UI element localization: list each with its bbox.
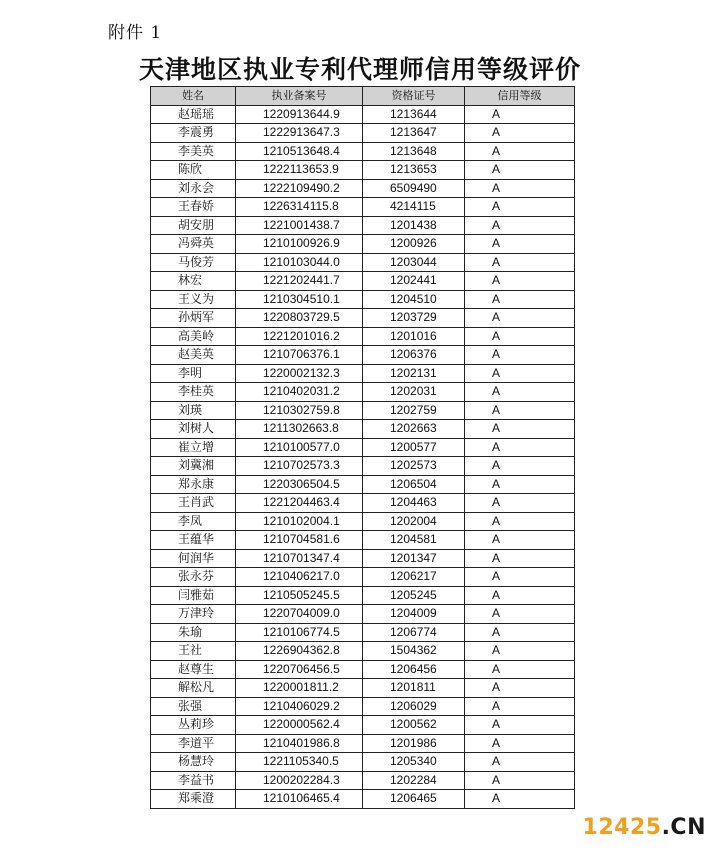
cell-certificate-number: 1206029 <box>363 697 465 716</box>
cell-name: 王社 <box>151 642 236 661</box>
table-row <box>151 198 575 217</box>
cell-name: 杨慧玲 <box>151 753 236 772</box>
cell-name: 李益书 <box>151 771 236 790</box>
cell-record-number: 1210406029.2 <box>236 697 363 716</box>
table-row <box>151 438 575 457</box>
cell-record-number: 1210706376.1 <box>236 346 363 365</box>
cell-name: 胡安朋 <box>151 216 236 235</box>
cell-record-number: 1210100926.9 <box>236 235 363 254</box>
watermark-domain: .CN <box>661 815 706 840</box>
cell-credit-level: A <box>465 290 575 309</box>
table-row <box>151 401 575 420</box>
annex-label: 附件 1 <box>108 23 163 43</box>
watermark-number: 12425 <box>582 815 662 840</box>
cell-record-number: 1220706456.5 <box>236 660 363 679</box>
cell-record-number: 1220306504.5 <box>236 475 363 494</box>
cell-record-number: 1210302759.8 <box>236 401 363 420</box>
cell-record-number: 1210106465.4 <box>236 790 363 809</box>
cell-name: 王蕴华 <box>151 531 236 550</box>
cell-name: 王春娇 <box>151 198 236 217</box>
cell-certificate-number: 1202663 <box>363 420 465 439</box>
cell-certificate-number: 1202004 <box>363 512 465 531</box>
cell-credit-level: A <box>465 568 575 587</box>
cell-credit-level: A <box>465 475 575 494</box>
cell-name: 张强 <box>151 697 236 716</box>
cell-record-number: 1221105340.5 <box>236 753 363 772</box>
cell-name: 赵美英 <box>151 346 236 365</box>
table-row <box>151 586 575 605</box>
site-watermark <box>583 815 706 840</box>
table-row <box>151 383 575 402</box>
cell-name: 郑乘澄 <box>151 790 236 809</box>
cell-credit-level: A <box>465 364 575 383</box>
cell-name: 马俊芳 <box>151 253 236 272</box>
cell-certificate-number: 4214115 <box>363 198 465 217</box>
cell-credit-level: A <box>465 420 575 439</box>
cell-record-number: 1210304510.1 <box>236 290 363 309</box>
table-header-row <box>151 87 575 106</box>
cell-certificate-number: 1200926 <box>363 235 465 254</box>
table-row <box>151 161 575 180</box>
table-row <box>151 475 575 494</box>
cell-certificate-number: 1203044 <box>363 253 465 272</box>
cell-name: 赵尊生 <box>151 660 236 679</box>
table-row <box>151 679 575 698</box>
document-title: 天津地区执业专利代理师信用等级评价 <box>138 55 581 84</box>
cell-credit-level: A <box>465 142 575 161</box>
table-row <box>151 346 575 365</box>
table-row <box>151 420 575 439</box>
cell-name: 林宏 <box>151 272 236 291</box>
cell-certificate-number: 1201347 <box>363 549 465 568</box>
cell-record-number: 1221201016.2 <box>236 327 363 346</box>
cell-credit-level: A <box>465 327 575 346</box>
cell-certificate-number: 1201438 <box>363 216 465 235</box>
cell-credit-level: A <box>465 660 575 679</box>
cell-credit-level: A <box>465 623 575 642</box>
cell-name: 刘瑛 <box>151 401 236 420</box>
table-row <box>151 623 575 642</box>
cell-certificate-number: 1206456 <box>363 660 465 679</box>
cell-record-number: 1226314115.8 <box>236 198 363 217</box>
table-row <box>151 568 575 587</box>
cell-credit-level: A <box>465 253 575 272</box>
table-row <box>151 642 575 661</box>
table-row <box>151 327 575 346</box>
cell-record-number: 1210701347.4 <box>236 549 363 568</box>
cell-credit-level: A <box>465 161 575 180</box>
cell-record-number: 1222109490.2 <box>236 179 363 198</box>
cell-record-number: 1210513648.4 <box>236 142 363 161</box>
cell-certificate-number: 1202441 <box>363 272 465 291</box>
cell-certificate-number: 1202284 <box>363 771 465 790</box>
cell-name: 李凤 <box>151 512 236 531</box>
cell-certificate-number: 1203729 <box>363 309 465 328</box>
cell-certificate-number: 1200562 <box>363 716 465 735</box>
cell-certificate-number: 1504362 <box>363 642 465 661</box>
credit-rating-table <box>150 86 575 809</box>
cell-name: 闫雅茹 <box>151 586 236 605</box>
cell-record-number: 1211302663.8 <box>236 420 363 439</box>
cell-record-number: 1210406217.0 <box>236 568 363 587</box>
cell-record-number: 1220803729.5 <box>236 309 363 328</box>
table-row <box>151 549 575 568</box>
table-row <box>151 272 575 291</box>
table-row <box>151 494 575 513</box>
cell-certificate-number: 1201811 <box>363 679 465 698</box>
cell-credit-level: A <box>465 494 575 513</box>
cell-name: 刘树人 <box>151 420 236 439</box>
cell-name: 李桂英 <box>151 383 236 402</box>
cell-name: 陈欣 <box>151 161 236 180</box>
cell-certificate-number: 1206465 <box>363 790 465 809</box>
cell-certificate-number: 1204463 <box>363 494 465 513</box>
cell-record-number: 1220001811.2 <box>236 679 363 698</box>
cell-name: 张永芬 <box>151 568 236 587</box>
cell-certificate-number: 1204510 <box>363 290 465 309</box>
cell-record-number: 1210402031.2 <box>236 383 363 402</box>
cell-record-number: 1200202284.3 <box>236 771 363 790</box>
cell-credit-level: A <box>465 734 575 753</box>
cell-certificate-number: 1200577 <box>363 438 465 457</box>
cell-credit-level: A <box>465 697 575 716</box>
cell-name: 高美岭 <box>151 327 236 346</box>
cell-name: 李震勇 <box>151 124 236 143</box>
cell-certificate-number: 1205340 <box>363 753 465 772</box>
cell-record-number: 1220913644.9 <box>236 105 363 124</box>
cell-certificate-number: 1204581 <box>363 531 465 550</box>
cell-credit-level: A <box>465 438 575 457</box>
cell-certificate-number: 1202031 <box>363 383 465 402</box>
table-row <box>151 179 575 198</box>
cell-certificate-number: 1206217 <box>363 568 465 587</box>
cell-record-number: 1220704009.0 <box>236 605 363 624</box>
cell-credit-level: A <box>465 346 575 365</box>
cell-credit-level: A <box>465 531 575 550</box>
table-row <box>151 716 575 735</box>
cell-credit-level: A <box>465 790 575 809</box>
header-record-number: 执业备案号 <box>236 87 363 106</box>
cell-credit-level: A <box>465 383 575 402</box>
cell-credit-level: A <box>465 309 575 328</box>
cell-credit-level: A <box>465 198 575 217</box>
cell-name: 朱瑜 <box>151 623 236 642</box>
cell-name: 郑永康 <box>151 475 236 494</box>
cell-certificate-number: 1213647 <box>363 124 465 143</box>
cell-certificate-number: 1213653 <box>363 161 465 180</box>
cell-name: 万津玲 <box>151 605 236 624</box>
table-row <box>151 605 575 624</box>
cell-certificate-number: 1202131 <box>363 364 465 383</box>
cell-certificate-number: 1206504 <box>363 475 465 494</box>
cell-record-number: 1226904362.8 <box>236 642 363 661</box>
cell-record-number: 1220000562.4 <box>236 716 363 735</box>
cell-name: 孙炳军 <box>151 309 236 328</box>
table-row <box>151 124 575 143</box>
table-row <box>151 771 575 790</box>
cell-credit-level: A <box>465 586 575 605</box>
table-row <box>151 105 575 124</box>
cell-credit-level: A <box>465 105 575 124</box>
header-credit-level: 信用等级 <box>465 87 575 106</box>
cell-name: 王义为 <box>151 290 236 309</box>
cell-name: 丛莉珍 <box>151 716 236 735</box>
table-row <box>151 364 575 383</box>
cell-credit-level: A <box>465 642 575 661</box>
cell-certificate-number: 1202759 <box>363 401 465 420</box>
table-row <box>151 457 575 476</box>
cell-credit-level: A <box>465 401 575 420</box>
header-name: 姓名 <box>151 87 236 106</box>
cell-record-number: 1222913647.3 <box>236 124 363 143</box>
cell-record-number: 1220002132.3 <box>236 364 363 383</box>
cell-certificate-number: 6509490 <box>363 179 465 198</box>
cell-credit-level: A <box>465 457 575 476</box>
table-row <box>151 309 575 328</box>
cell-certificate-number: 1206376 <box>363 346 465 365</box>
cell-name: 李道平 <box>151 734 236 753</box>
cell-credit-level: A <box>465 679 575 698</box>
cell-record-number: 1221202441.7 <box>236 272 363 291</box>
cell-credit-level: A <box>465 512 575 531</box>
table-row <box>151 660 575 679</box>
cell-name: 解松凡 <box>151 679 236 698</box>
cell-certificate-number: 1201986 <box>363 734 465 753</box>
table-row <box>151 253 575 272</box>
cell-credit-level: A <box>465 549 575 568</box>
cell-credit-level: A <box>465 771 575 790</box>
table-row <box>151 216 575 235</box>
table-row <box>151 235 575 254</box>
cell-certificate-number: 1206774 <box>363 623 465 642</box>
table-row <box>151 531 575 550</box>
cell-record-number: 1210702573.3 <box>236 457 363 476</box>
table-row <box>151 512 575 531</box>
cell-credit-level: A <box>465 605 575 624</box>
cell-record-number: 1210505245.5 <box>236 586 363 605</box>
cell-certificate-number: 1202573 <box>363 457 465 476</box>
cell-certificate-number: 1201016 <box>363 327 465 346</box>
cell-certificate-number: 1205245 <box>363 586 465 605</box>
cell-credit-level: A <box>465 179 575 198</box>
cell-record-number: 1210401986.8 <box>236 734 363 753</box>
cell-record-number: 1221204463.4 <box>236 494 363 513</box>
cell-name: 崔立增 <box>151 438 236 457</box>
cell-credit-level: A <box>465 235 575 254</box>
cell-record-number: 1210100577.0 <box>236 438 363 457</box>
cell-name: 刘永会 <box>151 179 236 198</box>
cell-record-number: 1221001438.7 <box>236 216 363 235</box>
cell-name: 何润华 <box>151 549 236 568</box>
cell-certificate-number: 1213644 <box>363 105 465 124</box>
header-certificate-number: 资格证号 <box>363 87 465 106</box>
cell-credit-level: A <box>465 753 575 772</box>
cell-name: 李美英 <box>151 142 236 161</box>
cell-record-number: 1210103044.0 <box>236 253 363 272</box>
cell-name: 冯舜英 <box>151 235 236 254</box>
cell-record-number: 1210704581.6 <box>236 531 363 550</box>
cell-credit-level: A <box>465 216 575 235</box>
table-row <box>151 142 575 161</box>
cell-certificate-number: 1204009 <box>363 605 465 624</box>
cell-record-number: 1210102004.1 <box>236 512 363 531</box>
table-row <box>151 734 575 753</box>
table-row <box>151 790 575 809</box>
cell-name: 刘冀湘 <box>151 457 236 476</box>
cell-certificate-number: 1213648 <box>363 142 465 161</box>
cell-credit-level: A <box>465 272 575 291</box>
table-row <box>151 697 575 716</box>
cell-name: 王肖武 <box>151 494 236 513</box>
table-row <box>151 753 575 772</box>
cell-name: 赵瑶瑶 <box>151 105 236 124</box>
cell-credit-level: A <box>465 716 575 735</box>
cell-name: 李明 <box>151 364 236 383</box>
cell-record-number: 1222113653.9 <box>236 161 363 180</box>
table-row <box>151 290 575 309</box>
cell-record-number: 1210106774.5 <box>236 623 363 642</box>
cell-credit-level: A <box>465 124 575 143</box>
